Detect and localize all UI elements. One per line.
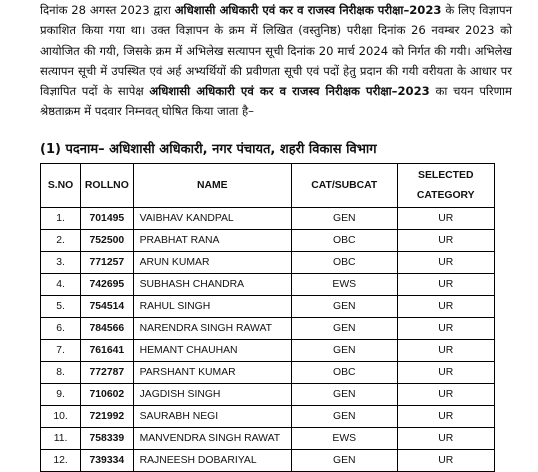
cell-rollno: 771257 bbox=[81, 252, 134, 274]
cell-rollno: 761641 bbox=[81, 340, 134, 362]
cell-selected-category: UR bbox=[397, 230, 495, 252]
table-row bbox=[41, 318, 495, 340]
cell-sno: 6. bbox=[41, 318, 81, 340]
table-row bbox=[41, 208, 495, 230]
cell-selected-category: UR bbox=[397, 450, 495, 472]
cell-sno: 3. bbox=[41, 252, 81, 274]
intro-paragraph bbox=[40, 0, 512, 122]
header-selected-line1: SELECTED bbox=[418, 169, 474, 181]
cell-sno: 5. bbox=[41, 296, 81, 318]
cell-name: PRABHAT RANA bbox=[133, 230, 291, 252]
table-row bbox=[41, 230, 495, 252]
intro-text-3: का चयन परिणाम श्रेष्ठताक्रम में पदवार निम्नवत् घोषित किया जाता है– bbox=[40, 84, 512, 119]
cell-sno: 11. bbox=[41, 428, 81, 450]
cell-sno: 12. bbox=[41, 450, 81, 472]
cell-selected-category: UR bbox=[397, 252, 495, 274]
cell-selected-category: UR bbox=[397, 296, 495, 318]
table-row bbox=[41, 384, 495, 406]
cell-selected-category: UR bbox=[397, 362, 495, 384]
table-row bbox=[41, 296, 495, 318]
cell-cat: OBC bbox=[292, 252, 397, 274]
cell-name: ARUN KUMAR bbox=[133, 252, 291, 274]
cell-selected-category: UR bbox=[397, 274, 495, 296]
header-selected-category bbox=[397, 164, 495, 208]
cell-rollno: 772787 bbox=[81, 362, 134, 384]
table-header-row bbox=[41, 164, 495, 208]
cell-selected-category: UR bbox=[397, 208, 495, 230]
table-row bbox=[41, 428, 495, 450]
cell-selected-category: UR bbox=[397, 428, 495, 450]
intro-text-2: के लिए विज्ञापन प्रकाशित किया गया था। उक्त विज्ञापन के क्रम में लिखित (वस्तुनिष्ठ) परीक्षा दिनांक 26 नवम्बर 2023 को आयोजित की गयी, जिसके क्रम में अभिलेख सत्यापन सूची दिनांक 20 मार्च 2024 को निर्गत की गयी। अभिलेख सत्यापन सूची में उपस्थित एवं अर्ह अभ्यर्थियों की प्रवीणता सूची एवं पदों हेतु प्रदान की गयी वरीयता के आधार पर विज्ञापित पदों के सापेक्ष bbox=[40, 3, 513, 99]
cell-cat: EWS bbox=[292, 428, 397, 450]
cell-selected-category: UR bbox=[397, 384, 495, 406]
results-table bbox=[40, 163, 495, 472]
cell-sno: 2. bbox=[41, 230, 81, 252]
cell-selected-category: UR bbox=[397, 406, 495, 428]
table-row bbox=[41, 450, 495, 472]
cell-name: NARENDRA SINGH RAWAT bbox=[133, 318, 291, 340]
cell-name: HEMANT CHAUHAN bbox=[133, 340, 291, 362]
cell-rollno: 758339 bbox=[81, 428, 134, 450]
cell-cat: EWS bbox=[292, 274, 397, 296]
section-heading: (1) पदनाम– अधिशासी अधिकारी, नगर पंचायत, शहरी विकास विभाग bbox=[40, 142, 377, 157]
header-sno: S.NO bbox=[41, 164, 81, 208]
table-row bbox=[41, 406, 495, 428]
exam-name-1: अधिशासी अधिकारी एवं कर व राजस्व निरीक्षक परीक्षा–2023 bbox=[174, 3, 442, 17]
cell-name: RAHUL SINGH bbox=[133, 296, 291, 318]
table-row bbox=[41, 274, 495, 296]
header-cat: CAT/SUBCAT bbox=[292, 164, 397, 208]
cell-sno: 1. bbox=[41, 208, 81, 230]
table-row bbox=[41, 340, 495, 362]
cell-cat: GEN bbox=[292, 318, 397, 340]
cell-cat: GEN bbox=[292, 296, 397, 318]
cell-rollno: 710602 bbox=[81, 384, 134, 406]
exam-name-2: अधिशासी अधिकारी एवं कर व राजस्व निरीक्षक परीक्षा–2023 bbox=[149, 84, 430, 99]
table-row bbox=[41, 252, 495, 274]
cell-cat: OBC bbox=[292, 362, 397, 384]
cell-name: RAJNEESH DOBARIYAL bbox=[133, 450, 291, 472]
cell-cat: GEN bbox=[292, 340, 397, 362]
cell-rollno: 742695 bbox=[81, 274, 134, 296]
cell-selected-category: UR bbox=[397, 318, 495, 340]
cell-selected-category: UR bbox=[397, 340, 495, 362]
cell-rollno: 721992 bbox=[81, 406, 134, 428]
cell-cat: OBC bbox=[292, 230, 397, 252]
cell-sno: 7. bbox=[41, 340, 81, 362]
cell-name: VAIBHAV KANDPAL bbox=[133, 208, 291, 230]
cell-rollno: 784566 bbox=[81, 318, 134, 340]
cell-rollno: 754514 bbox=[81, 296, 134, 318]
header-name: NAME bbox=[133, 164, 291, 208]
cell-sno: 8. bbox=[41, 362, 81, 384]
table-row bbox=[41, 362, 495, 384]
cell-rollno: 701495 bbox=[81, 208, 134, 230]
cell-rollno: 739334 bbox=[81, 450, 134, 472]
cell-name: MANVENDRA SINGH RAWAT bbox=[133, 428, 291, 450]
cell-cat: GEN bbox=[292, 406, 397, 428]
cell-name: SAURABH NEGI bbox=[133, 406, 291, 428]
cell-name: SUBHASH CHANDRA bbox=[133, 274, 291, 296]
header-selected-line2: CATEGORY bbox=[416, 189, 475, 201]
cell-name: JAGDISH SINGH bbox=[133, 384, 291, 406]
cell-sno: 10. bbox=[41, 406, 81, 428]
cell-cat: GEN bbox=[292, 384, 397, 406]
cell-cat: GEN bbox=[292, 450, 397, 472]
cell-rollno: 752500 bbox=[81, 230, 134, 252]
header-rollno: ROLLNO bbox=[81, 164, 134, 208]
cell-sno: 4. bbox=[41, 274, 81, 296]
cell-name: PARSHANT KUMAR bbox=[133, 362, 291, 384]
cell-sno: 9. bbox=[41, 384, 81, 406]
cell-cat: GEN bbox=[292, 208, 397, 230]
intro-text-1: दिनांक 28 अगस्त 2023 द्वारा bbox=[40, 3, 175, 17]
